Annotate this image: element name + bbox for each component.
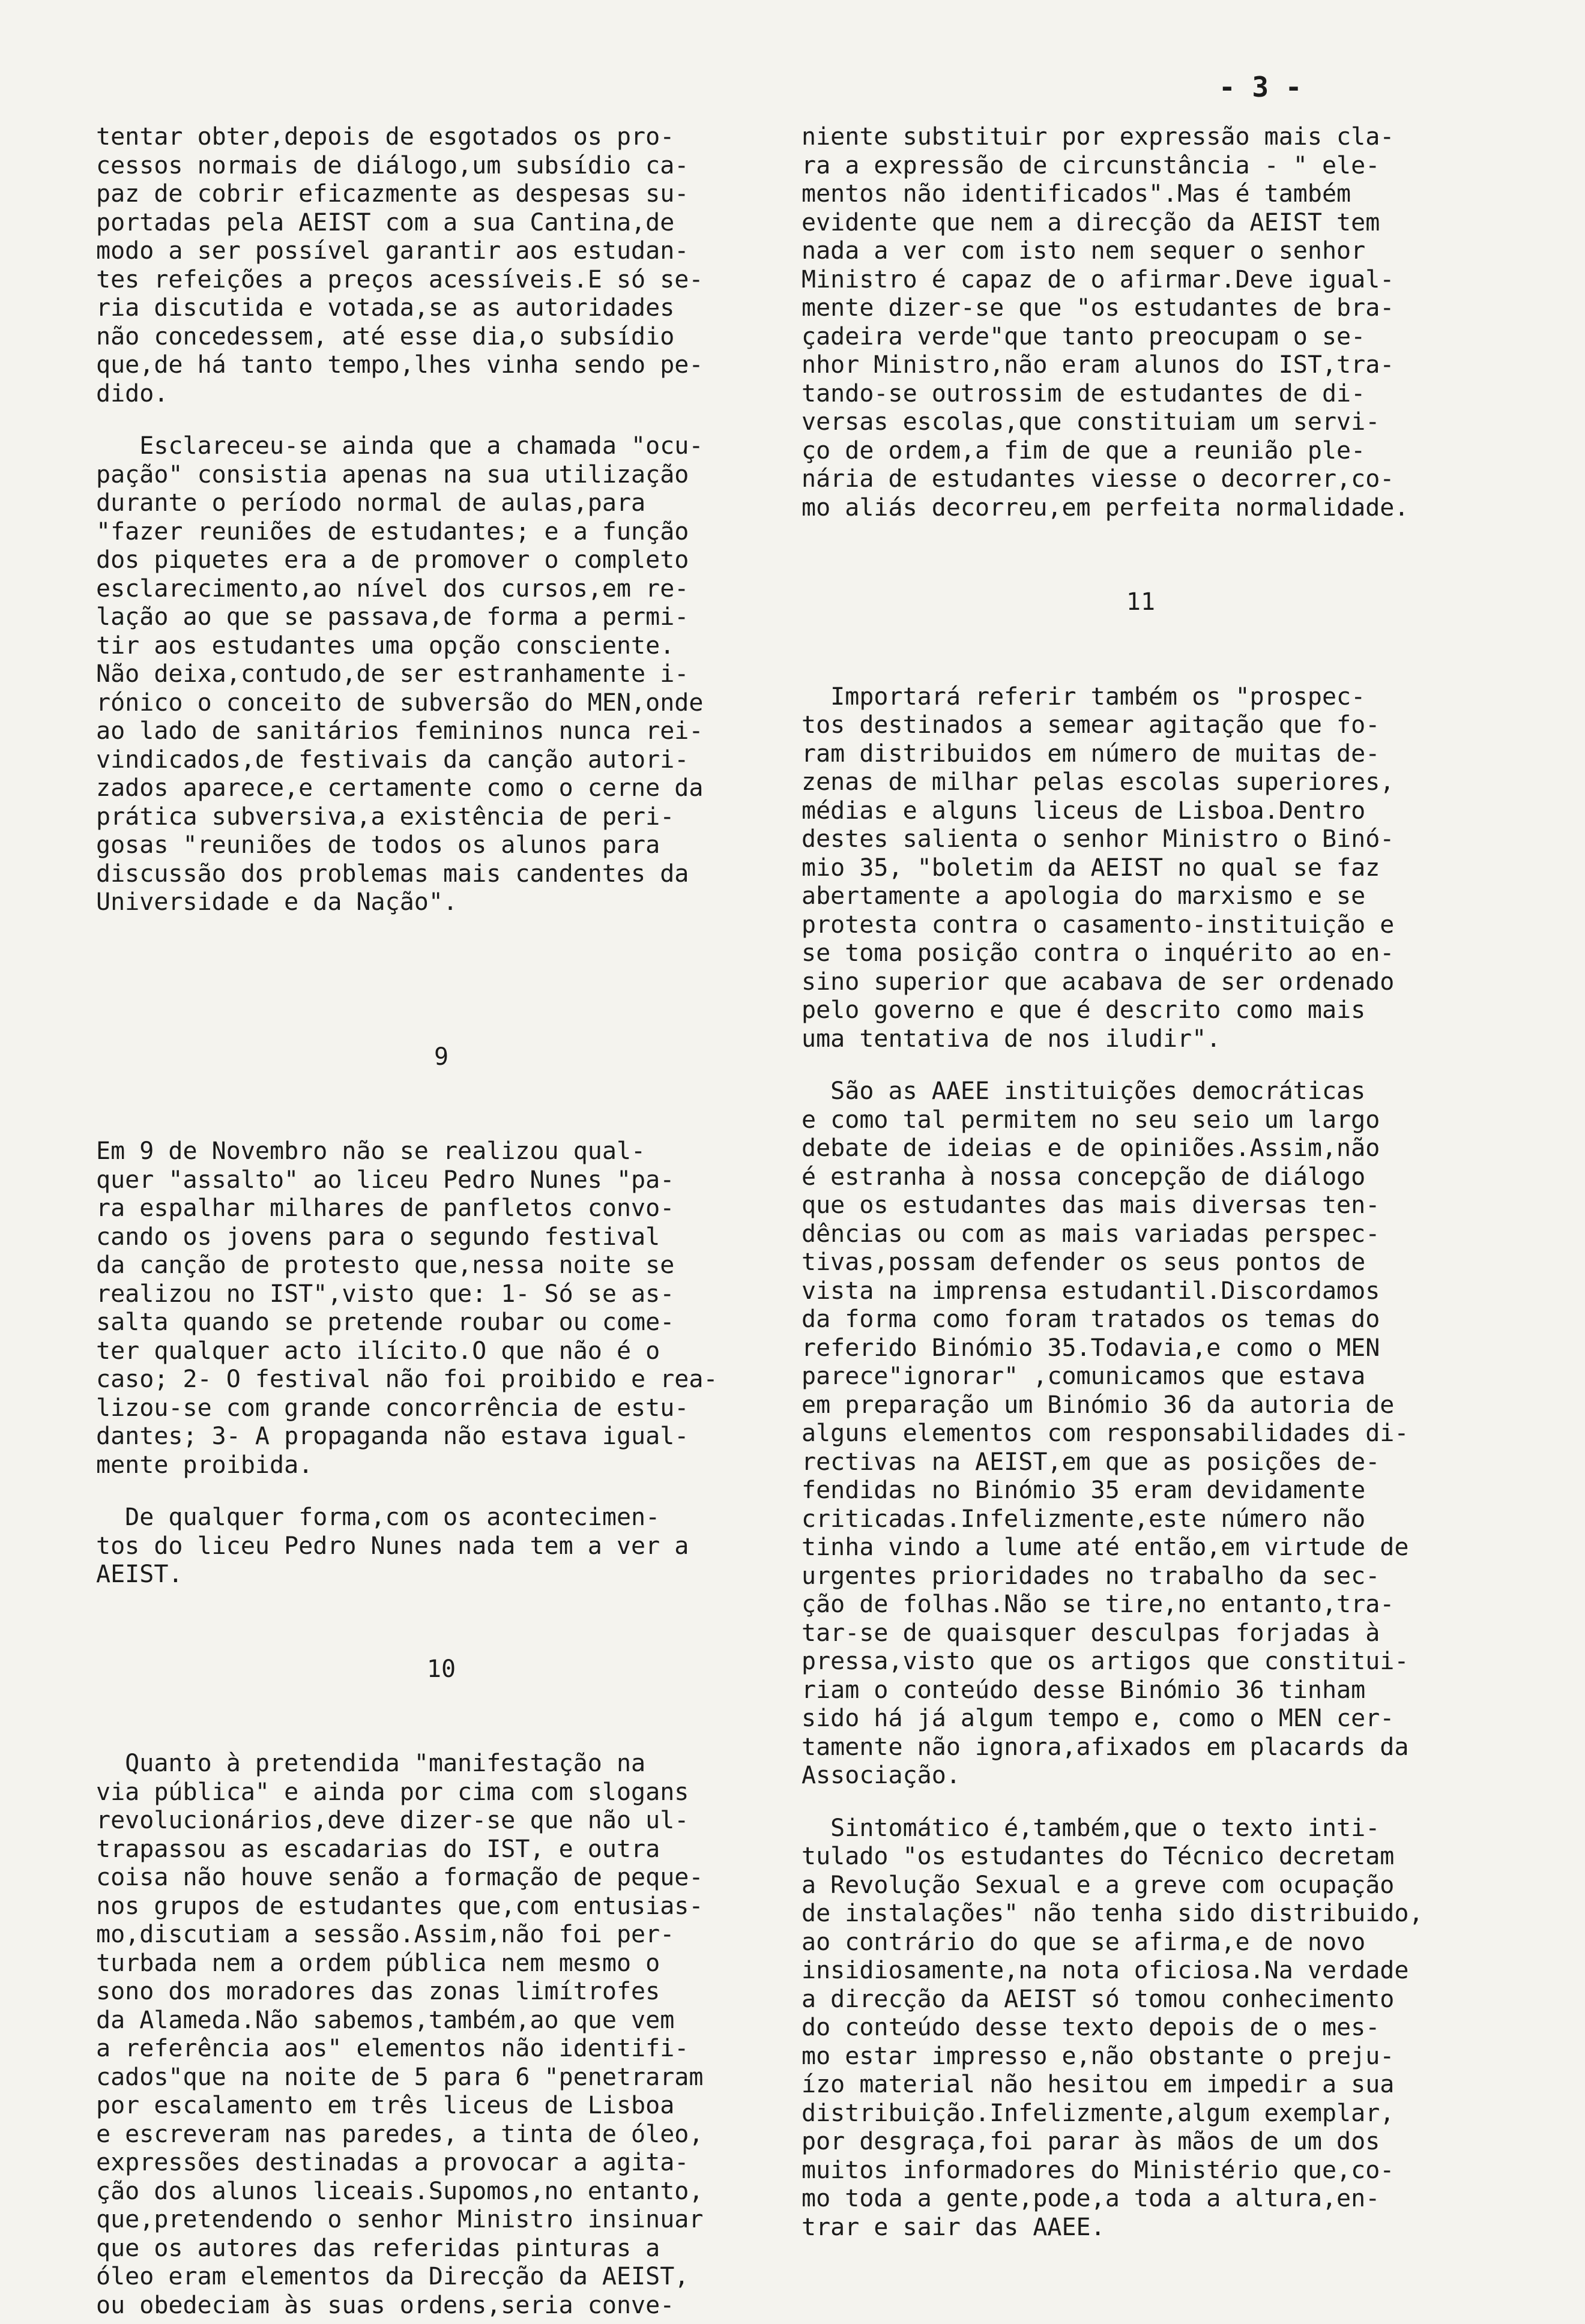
- text-line: çadeira verde"que tanto preocupam o se-: [802, 322, 1366, 351]
- text-line: da canção de protesto que,nessa noite se: [96, 1251, 675, 1279]
- text-line: parece"ignorar" ,comunicamos que estava: [802, 1362, 1366, 1390]
- text-line: tir aos estudantes uma opção consciente.: [96, 631, 675, 660]
- text-line: que,de há tanto tempo,lhes vinha sendo pe-: [96, 351, 704, 379]
- text-line: se toma posição contra o inquérito ao en-: [802, 939, 1395, 967]
- text-line: gosas "reuniões de todos os alunos para: [96, 831, 660, 859]
- text-line: médias e alguns liceus de Lisboa.Dentro: [802, 796, 1366, 825]
- text-line: nada a ver com isto nem sequer o senhor: [802, 237, 1366, 265]
- text-line: por desgraça,foi parar às mãos de um dos: [802, 2128, 1380, 2155]
- section-number: 10: [426, 1655, 456, 1683]
- right-column: [802, 123, 1480, 2242]
- text-line: mente dizer-se que "os estudantes de bra-: [802, 294, 1395, 322]
- text-line: sido há já algum tempo e, como o MEN cer-: [802, 1705, 1395, 1732]
- paragraph: [802, 1077, 1480, 1790]
- text-line: protesta contra o casamento-instituição e: [802, 911, 1395, 939]
- paragraph: [96, 123, 786, 408]
- text-line: ço de ordem,a fim de que a reunião ple-: [802, 436, 1366, 465]
- text-line: durante o período normal de aulas,para: [96, 489, 646, 517]
- text-line: em preparação um Binómio 36 da autoria de: [802, 1391, 1395, 1419]
- spacer: [96, 1589, 786, 1655]
- page-number: - 3 -: [1219, 71, 1302, 103]
- section-number: 11: [1126, 588, 1156, 616]
- text-line: do conteúdo desse texto depois de o mes-: [802, 2014, 1380, 2041]
- text-line: ao lado de sanitários femininos nunca rei-: [96, 717, 704, 745]
- text-line: urgentes prioridades no trabalho da sec-: [802, 1562, 1380, 1590]
- text-line: mo aliás decorreu,em perfeita normalidade.: [802, 493, 1409, 522]
- text-line: de instalações" não tenha sido distribuido,: [802, 1900, 1423, 1927]
- text-line: fendidas no Binómio 35 eram devidamente: [802, 1477, 1366, 1504]
- text-line: criticadas.Infelizmente,este número não: [802, 1505, 1366, 1533]
- text-line: abertamente a apologia do marxismo e se: [802, 882, 1366, 910]
- text-line: ao contrário do que se afirma,e de novo: [802, 1928, 1366, 1956]
- text-line: Esclareceu-se ainda que a chamada "ocu-: [96, 432, 704, 460]
- text-line: pressa,visto que os artigos que constitui-: [802, 1648, 1409, 1675]
- spacer: [96, 1480, 786, 1504]
- text-line: caso; 2- O festival não foi proibido e rea-: [96, 1365, 718, 1393]
- text-line: tinha vindo a lume até então,em virtude de: [802, 1534, 1409, 1561]
- text-line: a direcção da AEIST só tomou conhecimento: [802, 1985, 1395, 2013]
- text-line: portadas pela AEIST com a sua Cantina,de: [96, 208, 675, 236]
- spacer: [802, 1790, 1480, 1814]
- text-line: mo toda a gente,pode,a toda a altura,en-: [802, 2185, 1380, 2212]
- spacer: [802, 1053, 1480, 1077]
- text-line: da Alameda.Não sabemos,também,ao que vem: [96, 2006, 675, 2034]
- text-line: pelo governo e que é descrito como mais: [802, 996, 1366, 1024]
- spacer: [96, 408, 786, 432]
- text-line: cessos normais de diálogo,um subsídio ca-: [96, 151, 689, 179]
- paragraph: [802, 1814, 1480, 2242]
- text-line: evidente que nem a direcção da AEIST tem: [802, 208, 1380, 236]
- text-line: trar e sair das AAEE.: [802, 2213, 1105, 2241]
- spacer: [96, 1071, 786, 1137]
- text-line: e escreveram nas paredes, a tinta de óleo,: [96, 2120, 704, 2148]
- text-line: não concedessem, até esse dia,o subsídio: [96, 322, 675, 351]
- text-line: Universidade e da Nação".: [96, 888, 458, 916]
- text-line: Não deixa,contudo,de ser estranhamente i-: [96, 660, 689, 688]
- text-line: e como tal permitem no seu seio um largo: [802, 1106, 1380, 1134]
- text-line: cados"que na noite de 5 para 6 "penetraram: [96, 2063, 704, 2091]
- paragraph: [802, 683, 1480, 1054]
- text-line: mo estar impresso e,não obstante o preju-: [802, 2042, 1395, 2070]
- text-line: coisa não houve senão a formação de peque-: [96, 1864, 704, 1891]
- text-line: muitos informadores do Ministério que,co-: [802, 2156, 1395, 2184]
- text-line: alguns elementos com responsabilidades di-: [802, 1419, 1409, 1447]
- text-line: ou obedeciam às suas ordens,seria conve-: [96, 2291, 675, 2319]
- paragraph: [802, 123, 1480, 522]
- text-line: tando-se outrossim de estudantes de di-: [802, 379, 1366, 408]
- text-line: revolucionários,deve dizer-se que não ul-: [96, 1807, 689, 1834]
- text-line: Associação.: [802, 1762, 961, 1789]
- text-line: tos destinados a semear agitação que fo-: [802, 711, 1380, 739]
- text-line: esclarecimento,ao nível dos cursos,em re-: [96, 574, 689, 603]
- text-line: da forma como foram tratados os temas do: [802, 1305, 1380, 1333]
- text-line: vista na imprensa estudantil.Discordamos: [802, 1277, 1380, 1305]
- text-line: ção de folhas.Não se tire,no entanto,tra-: [802, 1591, 1395, 1618]
- text-line: via pública" e ainda por cima com slogans: [96, 1778, 689, 1806]
- spacer: [802, 617, 1480, 683]
- text-line: sino superior que acabava de ser ordenado: [802, 968, 1395, 996]
- text-line: Sintomático é,também,que o texto inti-: [802, 1814, 1380, 1842]
- text-line: lação ao que se passava,de forma a permi-: [96, 603, 689, 631]
- text-line: que os estudantes das mais diversas ten-: [802, 1191, 1380, 1219]
- text-line: rectivas na AEIST,em que as posições de-: [802, 1448, 1380, 1476]
- text-line: ria discutida e votada,se as autoridades: [96, 294, 675, 322]
- text-line: Quanto à pretendida "manifestação na: [96, 1750, 646, 1777]
- text-line: zenas de milhar pelas escolas superiores,: [802, 768, 1395, 796]
- left-column: [96, 123, 786, 2320]
- text-line: sono dos moradores das zonas limítrofes: [96, 1978, 660, 2005]
- text-line: De qualquer forma,com os acontecimen-: [96, 1504, 660, 1531]
- text-line: uma tentativa de nos iludir".: [802, 1025, 1221, 1053]
- paragraph: [96, 1750, 786, 2320]
- text-line: vindicados,de festivais da canção autori-: [96, 745, 689, 774]
- text-line: nária de estudantes viesse o decorrer,co-: [802, 465, 1395, 493]
- text-line: que os autores das referidas pinturas a: [96, 2234, 660, 2262]
- spacer: [96, 917, 786, 1043]
- text-line: tes refeições a preços acessíveis.E só se-: [96, 265, 704, 294]
- text-line: São as AAEE instituições democráticas: [802, 1077, 1366, 1105]
- text-line: pação" consistia apenas na sua utilização: [96, 460, 689, 489]
- text-line: realizou no IST",visto que: 1- Só se as-: [96, 1280, 675, 1308]
- paragraph: [96, 1504, 786, 1589]
- text-line: ízo material não hesitou em impedir a sua: [802, 2071, 1395, 2098]
- section-number: 9: [433, 1043, 449, 1071]
- text-line: ção dos alunos liceais.Supomos,no entanto,: [96, 2177, 704, 2205]
- text-line: discussão dos problemas mais candentes da: [96, 859, 689, 888]
- paragraph: [96, 432, 786, 917]
- text-line: AEIST.: [96, 1561, 183, 1588]
- text-line: destes salienta o senhor Ministro o Binó-: [802, 825, 1395, 853]
- text-line: que,pretendendo o senhor Ministro insinuar: [96, 2206, 704, 2233]
- text-line: Importará referir também os "prospec-: [802, 682, 1366, 711]
- text-line: turbada nem a ordem pública nem mesmo o: [96, 1949, 660, 1977]
- text-line: Ministro é capaz de o afirmar.Deve igual-: [802, 265, 1395, 294]
- text-line: dido.: [96, 379, 169, 408]
- text-line: a Revolução Sexual e a greve com ocupação: [802, 1871, 1395, 1899]
- text-line: óleo eram elementos da Direcção da AEIST,: [96, 2263, 689, 2290]
- text-line: tulado "os estudantes do Técnico decretam: [802, 1843, 1395, 1870]
- text-line: lizou-se com grande concorrência de estu-: [96, 1394, 689, 1422]
- text-line: Em 9 de Novembro não se realizou qual-: [96, 1137, 646, 1165]
- text-line: ram distribuidos em número de muitas de-: [802, 739, 1380, 768]
- text-line: salta quando se pretende roubar ou come-: [96, 1308, 675, 1336]
- text-line: debate de ideias e de opiniões.Assim,não: [802, 1134, 1380, 1162]
- text-line: versas escolas,que constituiam um servi-: [802, 408, 1380, 436]
- text-line: cando os jovens para o segundo festival: [96, 1223, 660, 1251]
- spacer: [96, 1684, 786, 1750]
- text-line: ra espalhar milhares de panfletos convo-: [96, 1194, 675, 1222]
- text-line: mio 35, "boletim da AEIST no qual se faz: [802, 853, 1380, 882]
- text-line: por escalamento em três liceus de Lisboa: [96, 2092, 675, 2119]
- text-line: tar-se de quaisquer desculpas forjadas à: [802, 1619, 1380, 1647]
- spacer: [802, 522, 1480, 588]
- text-line: modo a ser possível garantir aos estudan-: [96, 237, 689, 265]
- text-line: dos piquetes era a de promover o completo: [96, 546, 689, 574]
- text-line: ter qualquer acto ilícito.O que não é o: [96, 1337, 660, 1365]
- text-line: quer "assalto" ao liceu Pedro Nunes "pa-: [96, 1166, 675, 1194]
- text-line: dantes; 3- A propaganda não estava igual-: [96, 1422, 689, 1450]
- paragraph: [96, 1137, 786, 1480]
- text-line: trapassou as escadarias do IST, e outra: [96, 1835, 660, 1863]
- text-line: tamente não ignora,afixados em placards da: [802, 1733, 1409, 1761]
- text-line: nhor Ministro,não eram alunos do IST,tra-: [802, 351, 1395, 379]
- text-line: tos do liceu Pedro Nunes nada tem a ver a: [96, 1532, 689, 1560]
- text-line: riam o conteúdo desse Binómio 36 tinham: [802, 1676, 1366, 1704]
- text-line: insidiosamente,na nota oficiosa.Na verdade: [802, 1957, 1409, 1984]
- text-line: expressões destinadas a provocar a agita-: [96, 2149, 689, 2176]
- text-line: nos grupos de estudantes que,com entusias-: [96, 1892, 704, 1920]
- text-line: rónico o conceito de subversão do MEN,onde: [96, 688, 704, 717]
- text-line: distribuição.Infelizmente,algum exemplar,: [802, 2099, 1395, 2127]
- text-line: "fazer reuniões de estudantes; e a função: [96, 517, 689, 546]
- text-line: a referência aos" elementos não identifi-: [96, 2035, 689, 2062]
- text-line: tivas,possam defender os seus pontos de: [802, 1248, 1366, 1276]
- text-line: mo,discutiam a sessão.Assim,não foi per-: [96, 1921, 675, 1948]
- text-line: prática subversiva,a existência de peri-: [96, 802, 675, 831]
- text-line: zados aparece,e certamente como o cerne da: [96, 774, 704, 802]
- text-line: dências ou com as mais variadas perspec-: [802, 1220, 1380, 1248]
- text-line: mente proibida.: [96, 1451, 313, 1479]
- text-line: paz de cobrir eficazmente as despesas su-: [96, 180, 689, 208]
- text-line: tentar obter,depois de esgotados os pro-: [96, 123, 675, 151]
- text-line: ra a expressão de circunstância - " ele-: [802, 151, 1380, 179]
- text-line: mentos não identificados".Mas é também: [802, 180, 1351, 208]
- text-line: referido Binómio 35.Todavia,e como o MEN: [802, 1334, 1380, 1362]
- text-line: é estranha à nossa concepção de diálogo: [802, 1163, 1366, 1191]
- text-line: niente substituir por expressão mais cla-: [802, 123, 1395, 151]
